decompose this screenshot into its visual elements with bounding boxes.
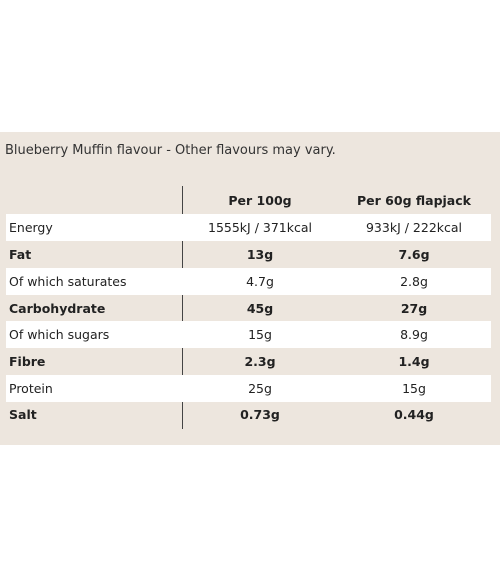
column-header-per-100g: Per 100g <box>228 193 292 208</box>
table-row <box>6 241 491 268</box>
table-row <box>6 295 491 322</box>
value-per-60g: 933kJ / 222kcal <box>365 219 463 235</box>
value-per-60g: 15g <box>402 380 426 396</box>
value-per-100g: 2.3g <box>244 353 276 369</box>
flavour-caption: Blueberry Muffin flavour - Other flavours may vary. <box>5 143 336 158</box>
row-label: Fibre <box>9 353 46 369</box>
table-row <box>6 375 491 402</box>
row-label: Energy <box>9 219 53 235</box>
row-label: Fat <box>9 246 32 262</box>
value-per-60g: 2.8g <box>400 273 428 289</box>
value-per-100g: 13g <box>246 246 274 262</box>
row-label: Protein <box>9 380 53 396</box>
table-row <box>6 268 491 295</box>
value-per-100g: 15g <box>248 326 272 342</box>
value-per-100g: 0.73g <box>240 406 280 422</box>
value-per-100g: 45g <box>246 300 274 316</box>
table-row <box>6 401 491 428</box>
row-label: Of which sugars <box>9 326 110 342</box>
value-per-100g: 1555kJ / 371kcal <box>208 219 312 235</box>
value-per-100g: 25g <box>248 380 272 396</box>
value-per-60g: 8.9g <box>400 326 428 342</box>
column-header-per-60g: Per 60g flapjack <box>357 193 471 208</box>
value-per-60g: 1.4g <box>398 353 430 369</box>
value-per-100g: 4.7g <box>246 273 274 289</box>
table-row <box>6 321 491 348</box>
row-label: Of which saturates <box>9 273 127 289</box>
value-per-60g: 27g <box>400 300 428 316</box>
table-row <box>6 348 491 375</box>
row-label: Salt <box>9 406 37 422</box>
row-label: Carbohydrate <box>9 300 106 316</box>
value-per-60g: 0.44g <box>394 406 434 422</box>
value-per-60g: 7.6g <box>398 246 430 262</box>
table-row <box>6 214 491 241</box>
